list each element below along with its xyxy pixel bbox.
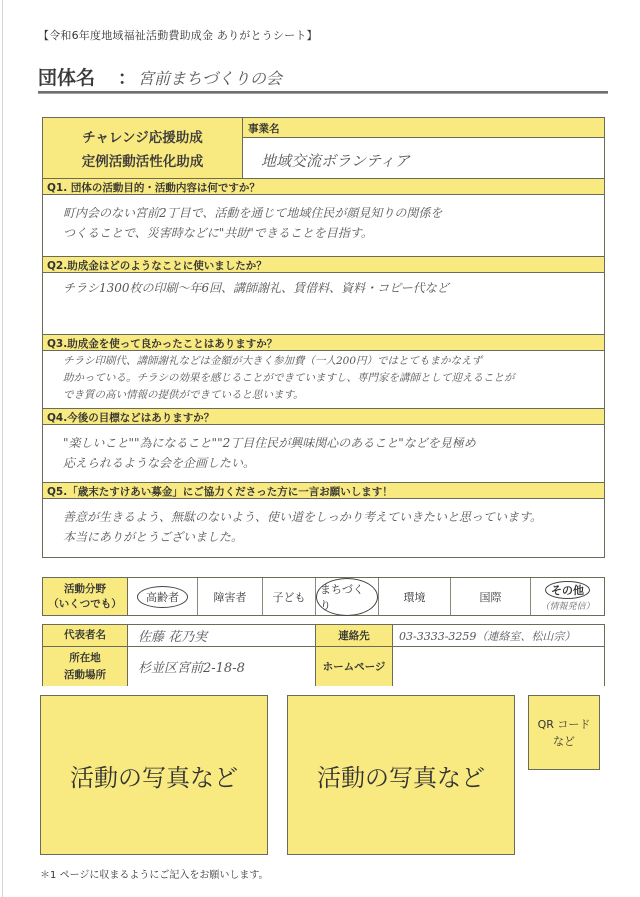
q5-answer-line: 善意が生きるよう、無駄のないよう、使い道をしっかり考えていきたいと思っています。 [63,510,543,524]
grant-row [43,118,604,179]
category-children-label: 子ども [272,590,306,604]
location-row [43,647,604,686]
category-environment-label: 環境 [403,590,426,604]
q1-answer-field[interactable] [43,195,604,257]
org-name-colon: ： [118,68,136,89]
representative-field[interactable]: 佐藤 花乃実 [128,625,316,646]
contact-field[interactable]: 03-3333-3259（連絡室、松山宗） [393,625,604,646]
project-name-label: 事業名 [243,118,604,138]
category-community[interactable] [316,578,379,615]
category-other-note: （情報発信） [540,602,595,612]
q1-answer-line: 町内会のない宮前2丁目で、活動を通じて地域住民が顔見知りの関係を [63,206,443,220]
q2-header: Q2.助成金はどのようなことに使いましたか？ [43,257,604,273]
contact-info-table [42,624,605,686]
org-name-value[interactable]: 宮前まちづくりの会 [138,69,282,88]
q4-header: Q4.今後の目標などはありますか？ [43,409,604,425]
category-disability-label: 障害者 [213,590,247,604]
project-name-field[interactable]: 地域交流ボランティア [243,138,604,178]
category-other-label: その他 [545,581,590,599]
photo-placeholder-1-label: 活動の写真など [70,763,238,792]
project-cell [243,118,604,178]
qr-label-line2: など [553,734,575,748]
representative-label: 代表者名 [43,625,128,646]
q3-answer-line: 助かっている。チラシの効果を感じることができていますし、専門家を講師として迎えることが [63,372,515,384]
q3-header: Q3.助成金を使って良かったことはありますか？ [43,335,604,351]
grant-type-regular: 定例活動活性化助成 [81,154,204,170]
q1-answer-line: つくることで、災害時などに"共助"できることを目指す。 [63,226,373,240]
activity-category-label [43,578,128,615]
category-other[interactable] [531,578,604,615]
org-name-underline [38,91,608,94]
qr-label-line1: QR コード [537,717,591,731]
representative-row [43,625,604,647]
footnote: ＊1 ページに収まるようにご記入をお願いします。 [40,870,269,881]
category-children[interactable] [263,578,316,615]
category-community-label: まちづくり [316,578,378,616]
photo-placeholder-2[interactable] [287,695,515,855]
location-label [43,647,128,686]
q1-header: Q1. 団体の活動目的・活動内容は何ですか？ [43,179,604,195]
q3-answer-line: チラシ印刷代、講師謝礼などは金額が大きく参加費（一人200円）ではとてもまかなえず [63,355,483,367]
q5-answer-field[interactable] [43,499,604,557]
photo-placeholder-2-label: 活動の写真など [317,763,485,792]
org-name-row [38,63,608,91]
category-elderly[interactable] [128,578,198,615]
q2-answer-field[interactable] [43,273,604,335]
category-disability[interactable] [198,578,263,615]
location-label-line1: 所在地 [69,651,101,664]
category-environment[interactable] [379,578,451,615]
q4-answer-field[interactable] [43,425,604,483]
sheet-title: 【令和6年度地域福祉活動費助成金 ありがとうシート】 [38,29,318,42]
category-international-label: 国際 [479,590,502,604]
category-international[interactable] [451,578,531,615]
category-label-line2: （いくつでも） [48,597,122,610]
photo-placeholder-1[interactable] [40,695,268,855]
org-name-label: 団体名 [38,67,96,89]
q5-header: Q5.「歳末たすけあい募金」にご協力くださった方に一言お願いします！ [43,483,604,499]
q4-answer-line: "楽しいこと""為になること""2丁目住民が興味関心のあること"などを見極め [63,436,476,450]
category-label-line1: 活動分野 [64,582,106,595]
qr-code-placeholder[interactable] [528,695,600,770]
location-field[interactable]: 杉並区宮前2-18-8 [128,647,316,686]
main-form-table [42,117,605,558]
category-elderly-label: 高齢者 [137,586,188,608]
q3-answer-line: でき質の高い情報の提供ができていると思います。 [63,389,304,401]
contact-label: 連絡先 [316,625,393,646]
q3-answer-field[interactable] [43,351,604,409]
q2-answer-line: チラシ1300枚の印刷～年6回、講師謝礼、賃借料、資料・コピー代など [63,281,449,295]
grant-types-cell [43,118,243,178]
location-label-line2: 活動場所 [64,668,106,681]
activity-category-table [42,577,605,616]
page-edge [2,0,3,897]
grant-type-challenge: チャレンジ応援助成 [82,130,203,146]
q5-answer-line: 本当にありがとうございました。 [63,530,244,544]
q4-answer-line: 応えられるような会を企画したい。 [63,456,256,470]
homepage-field[interactable] [393,647,604,686]
homepage-label: ホームページ [316,647,393,686]
